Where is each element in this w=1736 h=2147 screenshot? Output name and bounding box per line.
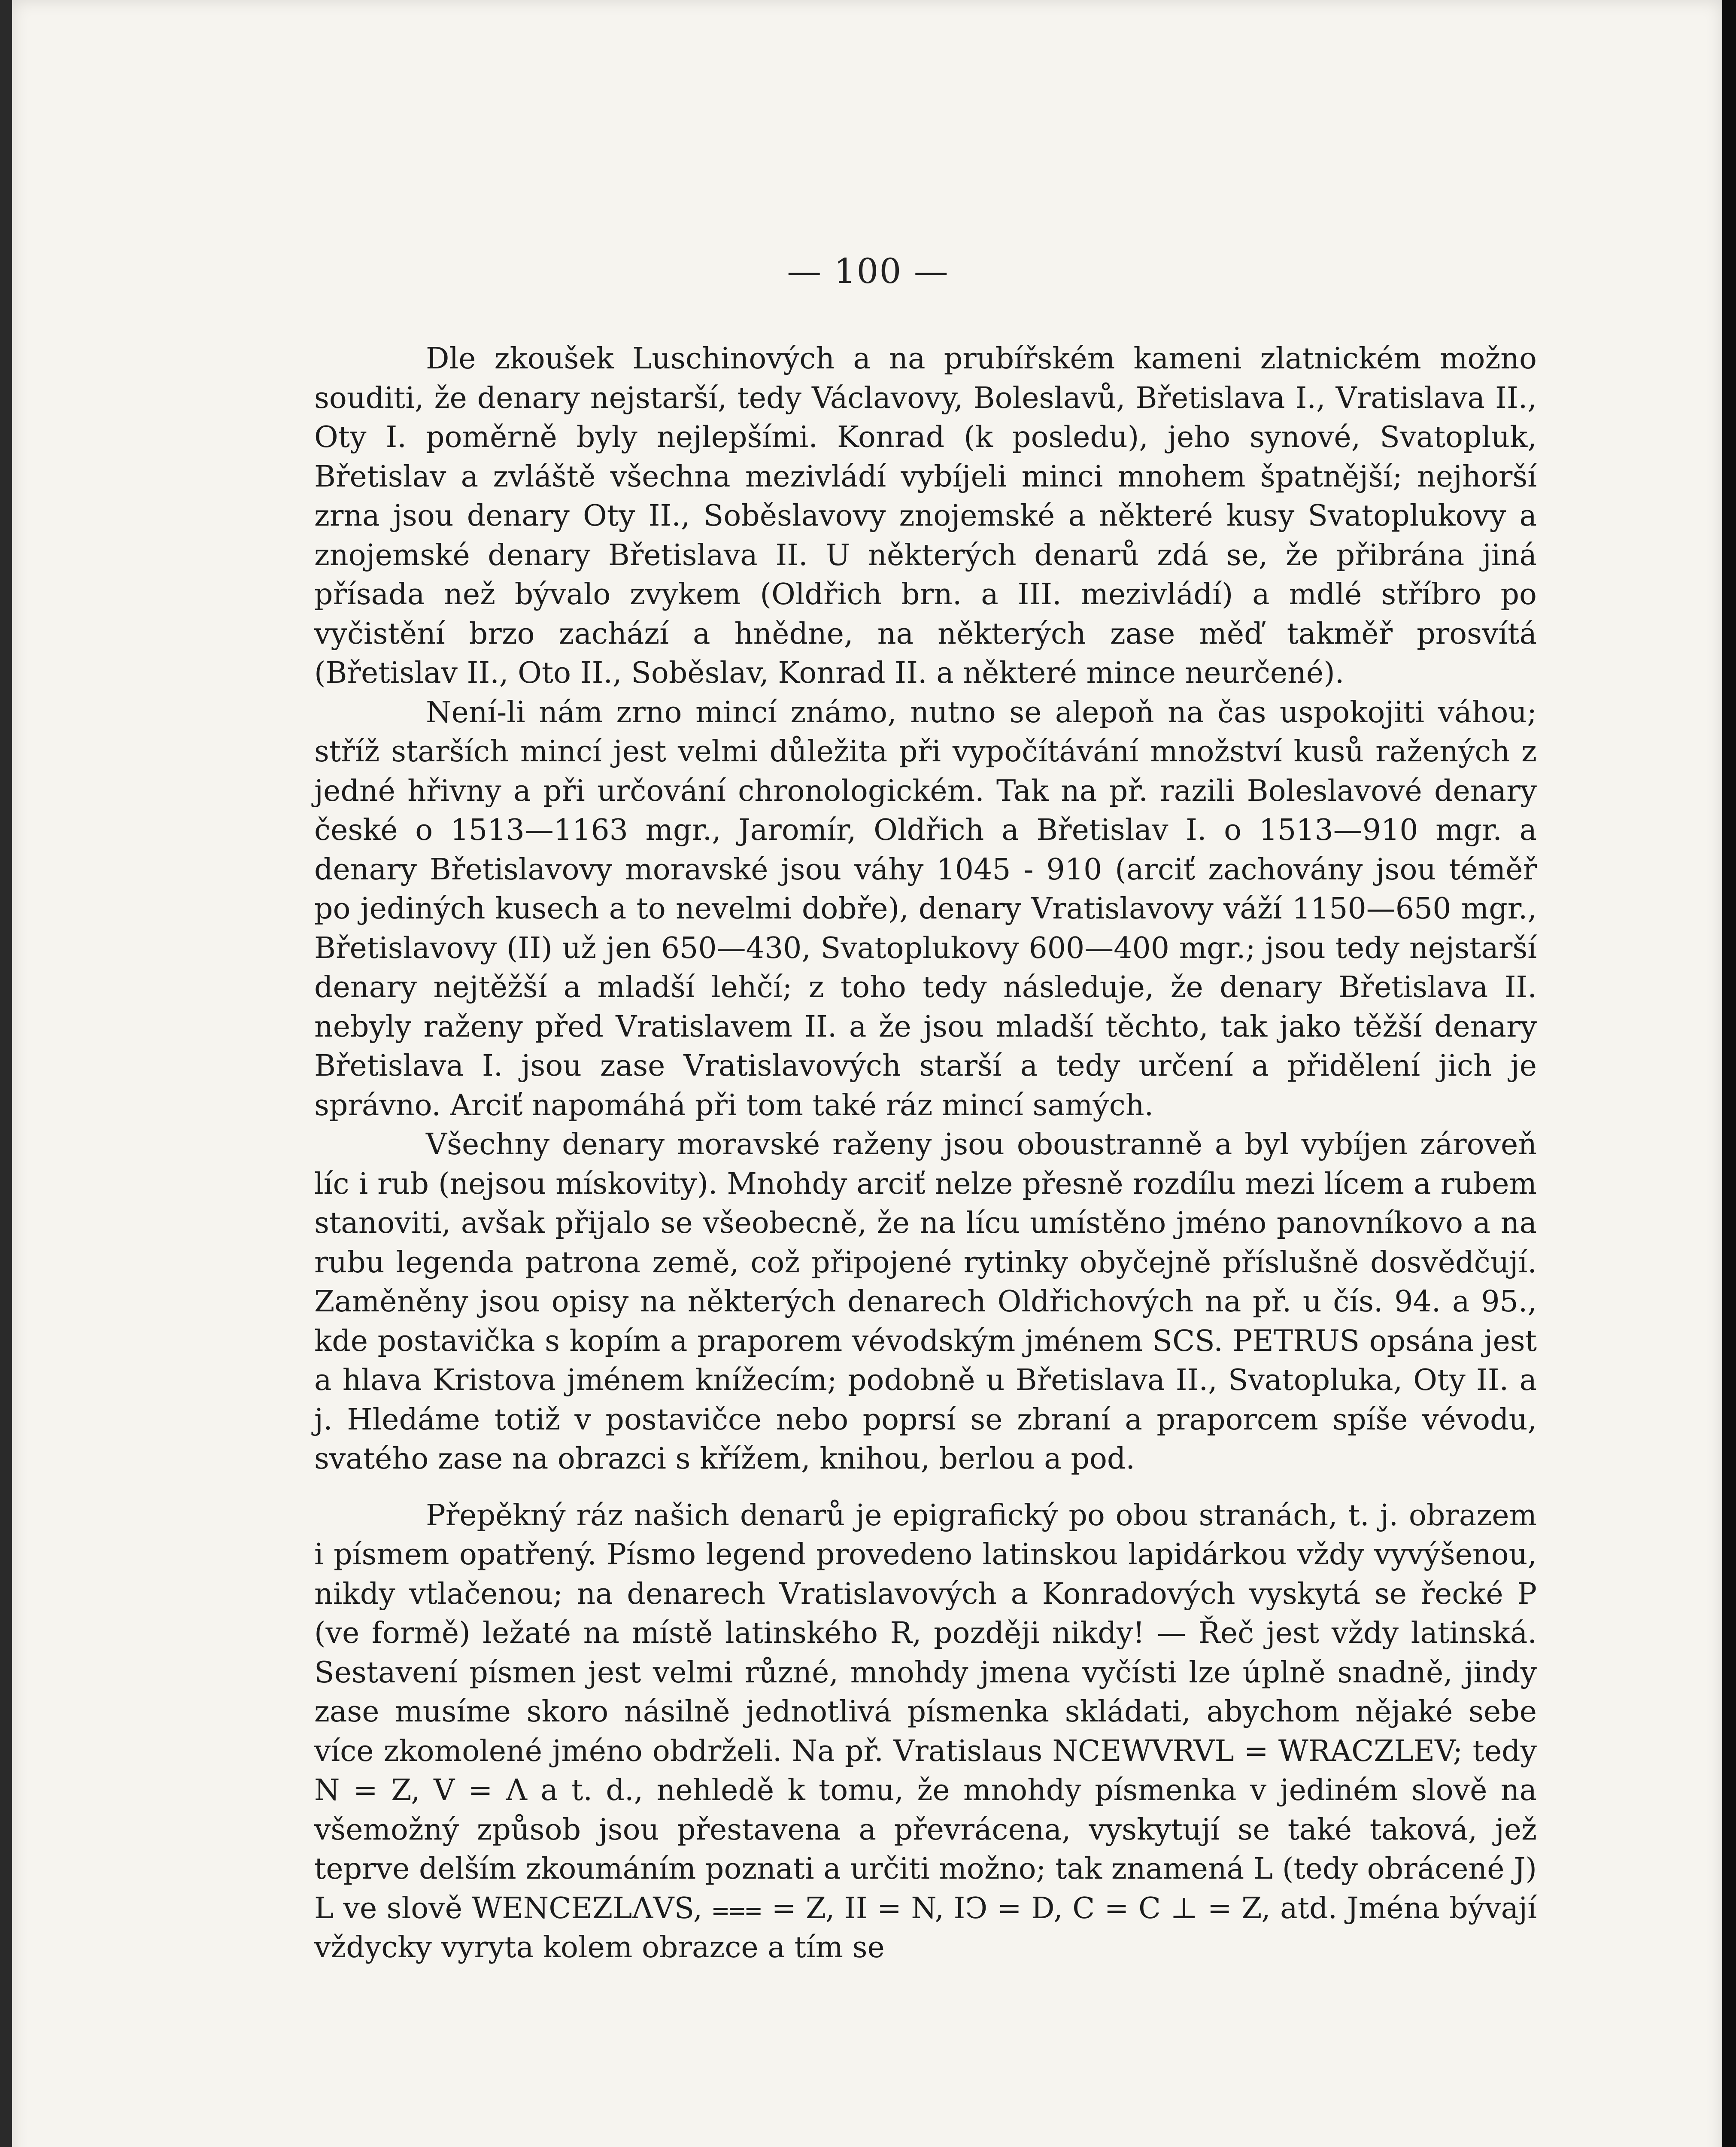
paragraph: Není-li nám zrno mincí známo, nutno se alepoň na čas uspokojiti váhou; stříž starších mincí jest velmi důležita při vypočítávání množství kusů ražených z jedné hřivny a při určování chronologickém. Tak na př. razili Boleslavové denary české o 1513—1163 mgr., Jaromír, Oldřich a Břetislav I. o 1513—910 mgr. a denary Břetislavovy moravské jsou váhy 1045 - 910 (arciť zachovány jsou téměř po jediných kusech a to nevelmi dobře), denary Vratislavovy váží 1150—650 mgr., Břetislavovy (II) už jen 650—430, Svatoplukovy 600—400 mgr.; jsou tedy nejstarší denary nejtěžší a mladší lehčí; z toho tedy následuje, že denary Břetislava II. nebyly raženy před Vratislavem II. a že jsou mladší těchto, tak jako těžší denary Břetislava I. jsou zase Vratislavových starší a tedy určení a přidělení jich je správno. Arciť napomáhá při tom také ráz mincí samých. <box>314 695 1537 1122</box>
paragraph: Všechny denary moravské raženy jsou oboustranně a byl vybíjen zároveň líc i rub (nejsou mískovity). Mnohdy arciť nelze přesně rozdílu mezi lícem a rubem stanoviti, avšak přijalo se všeobecně, že na lícu umístěno jméno panovníkovo a na rubu legenda patrona země, což připojené rytinky obyčejně příslušně dosvědčují. Zaměněny jsou opisy na některých denarech Oldřichových na př. u čís. 94. a 95., kde postavička s kopím a praporem vévodským jménem SCS. PETRUS opsána jest a hlava Kristova jménem knížecím; podobně u Břetislava II., Svatopluka, Oty II. a j. Hledáme totiž v postavičce nebo poprsí se zbraní a praporcem spíše vévodu, svatého zase na obrazci s křížem, knihou, berlou a pod. <box>314 1128 1537 1476</box>
paragraph: Přepěkný ráz našich denarů je epigrafický po obou stranách, t. j. obrazem i písmem opatřený. Písmo legend provedeno latinskou lapidárkou vždy vyvýšenou, nikdy vtlačenou; na denarech Vratislavových a Konradových vyskytá se řecké P (ve formě) ležaté na místě latinského R, později nikdy! — Řeč jest vždy latinská. Sestavení písmen jest velmi různé, mnohdy jmena vyčísti lze úplně snadně, jindy zase musíme skoro násilně jednotlivá písmenka skládati, abychom nějaké sebe více zkomolené jméno obdrželi. Na př. Vratislaus NCEWVRVL = WRACZLEV; tedy N = Z, V = Λ a t. d., nehledě k tomu, že mnohdy písmenka v jediném slově na všemožný způsob jsou přestavena a převrácena, vyskytují se také taková, jež teprve delším zkoumáním poznati a určiti možno; tak znamená Ⅼ (tedy obrácené J) L ve slově WENCEZLΛVS, ⩶ = Z, II = N, IↃ = D, C = C ⊥ = Z, atd. Jména bývají vždycky vyryta kolem obrazce a tím se <box>314 1498 1537 1965</box>
scan-left-edge <box>0 0 12 2147</box>
paragraph: Dle zkoušek Luschinových a na prubířském kameni zlatnickém možno souditi, že denary nejstarší, tedy Václavovy, Boleslavů, Břetislava I., Vratislava II., Oty I. poměrně byly nejlepšími. Konrad (k posledu), jeho synové, Svatopluk, Břetislav a zvláště všechna mezivládí vybíjeli minci mnohem špatnější; nejhorší zrna jsou denary Oty II., Soběslavovy znojemské a některé kusy Svatoplukovy a znojemské denary Břetislava II. U některých denarů zdá se, že přibrána jiná přísada než bývalo zvykem (Oldřich brn. a III. mezivládí) a mdlé stříbro po vyčistění brzo zachází a hnědne, na některých zase měď takměř prosvítá (Břetislav II., Oto II., Soběslav, Konrad II. a některé mince neurčené). <box>314 342 1537 690</box>
body-text <box>314 339 1537 1968</box>
scan-right-edge <box>1722 0 1736 2147</box>
page-number: — 100 — <box>787 251 949 291</box>
